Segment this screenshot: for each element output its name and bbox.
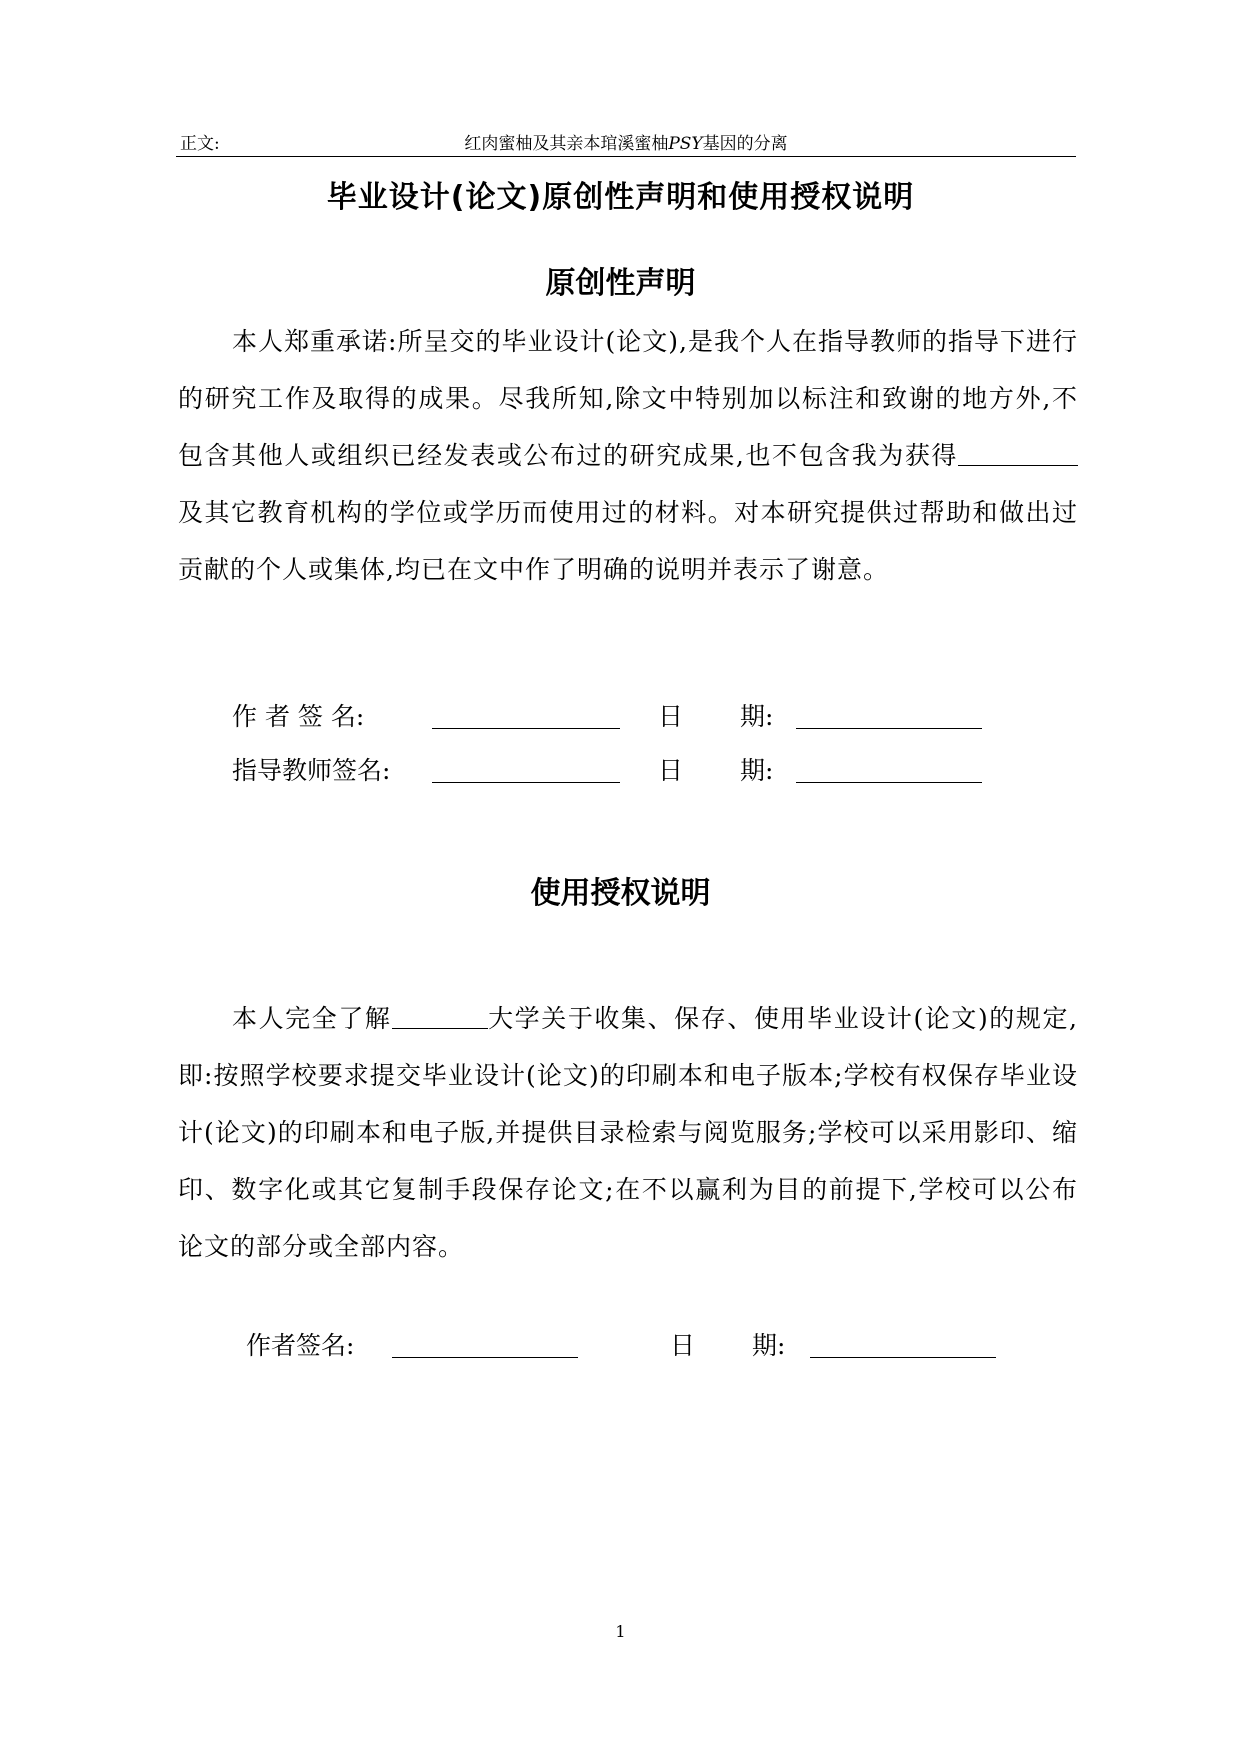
page-title: 毕业设计(论文)原创性声明和使用授权说明 xyxy=(326,180,915,215)
authorization-signature-label: 作者签名: xyxy=(246,1331,355,1360)
date-label-char-2: 期: xyxy=(752,1331,786,1360)
date-label-char-2: 期: xyxy=(740,702,774,731)
header-section-label: 正文: xyxy=(180,134,220,154)
advisor-signature-line[interactable] xyxy=(432,782,620,783)
author-signature-line[interactable] xyxy=(432,728,620,729)
author-date-line[interactable] xyxy=(796,728,982,729)
page-number: 1 xyxy=(615,1622,626,1641)
authorization-signature-row xyxy=(246,1326,1026,1366)
originality-text-1: 本人郑重承诺:所呈交的毕业设计(论文),是我个人在指导教师的指导下进行的研究工作及取得的成果。尽我所知,除文中特别加以标注和致谢的地方外,不包含其他人或组织已经发表或公布过的研究成果,也不包含我为获得 xyxy=(178,327,1078,470)
date-label-char-1: 日 xyxy=(658,702,684,731)
header-title-pre: 红肉蜜柚及其亲本琯溪蜜柚 xyxy=(464,134,669,154)
advisor-date-line[interactable] xyxy=(796,782,982,783)
running-header xyxy=(176,132,1076,156)
header-rule xyxy=(176,156,1076,157)
header-thesis-title xyxy=(176,132,1076,156)
authorization-heading: 使用授权说明 xyxy=(530,876,711,911)
originality-heading: 原创性声明 xyxy=(545,266,696,301)
university-blank[interactable] xyxy=(392,1002,488,1029)
authorization-date-line[interactable] xyxy=(810,1357,996,1358)
originality-paragraph xyxy=(178,313,1078,598)
date-label-char-2: 期: xyxy=(740,756,774,785)
advisor-signature-row xyxy=(232,751,1012,791)
author-signature-label: 作 者 签 名: xyxy=(232,702,365,731)
authorization-signature-line[interactable] xyxy=(392,1357,578,1358)
authorization-text-2: 大学关于收集、保存、使用毕业设计(论文)的规定,即:按照学校要求提交毕业设计(论文)的印刷本和电子版本;学校有权保存毕业设计(论文)的印刷本和电子版,并提供目录检索与阅览服务;学校可以采用影印、缩印、数字化或其它复制手段保存论文;在不以赢利为目的前提下,学校可以公布论文的部分或全部内容。 xyxy=(178,1004,1078,1261)
degree-blank[interactable] xyxy=(958,439,1078,466)
date-label-char-1: 日 xyxy=(670,1331,696,1360)
authorization-text-1: 本人完全了解 xyxy=(232,1004,392,1033)
header-title-gene: PSY xyxy=(668,134,703,154)
date-label-char-1: 日 xyxy=(658,756,684,785)
author-signature-row xyxy=(232,697,1012,737)
authorization-paragraph xyxy=(178,990,1078,1275)
originality-text-2: 及其它教育机构的学位或学历而使用过的材料。对本研究提供过帮助和做出过贡献的个人或集体,均已在文中作了明确的说明并表示了谢意。 xyxy=(178,498,1078,584)
advisor-signature-label: 指导教师签名: xyxy=(232,756,391,785)
header-title-post: 基因的分离 xyxy=(702,134,788,154)
